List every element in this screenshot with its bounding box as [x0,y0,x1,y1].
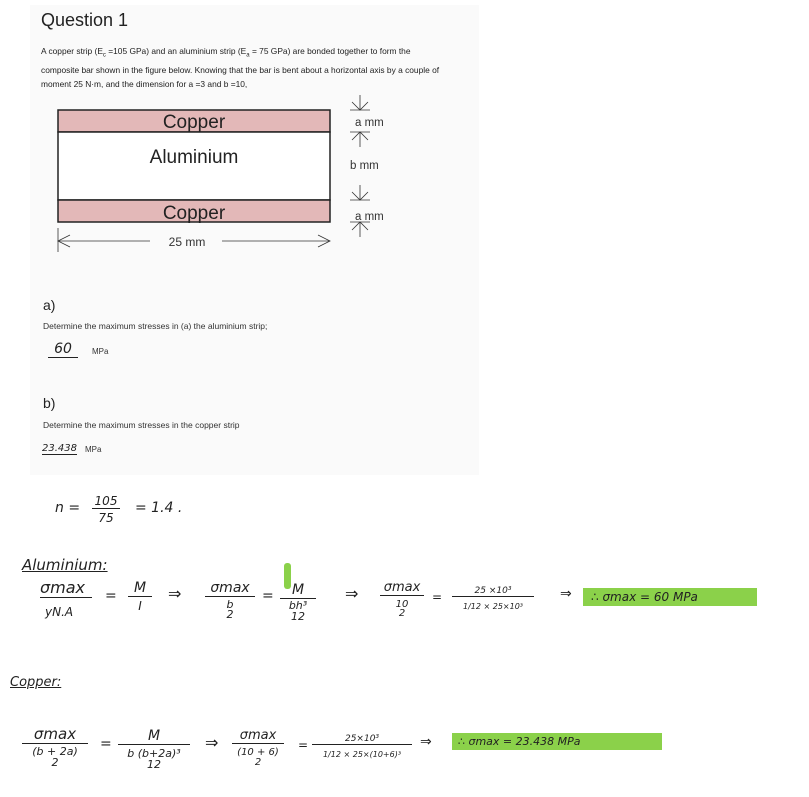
al-ten-over-two: 10 2 [395,599,409,619]
cu-arrow-2: ⇒ [420,734,432,750]
cu-sigma: σmax [22,725,88,744]
al-M: M [128,580,152,597]
dim-top-label: a mm [355,117,384,129]
part-b-answer[interactable]: 23.438 [42,443,77,454]
al-b-over-2: b 2 [226,598,234,621]
al-num: 25 ×10³ [452,586,534,597]
copper-bottom-label: Copper [162,203,226,224]
modular-ratio-num: 105 [92,494,120,509]
dim-bottom-label: a mm [355,211,384,223]
aluminium-heading: Aluminium: [22,556,108,574]
cu-den-2: (10 + 6) 2 [237,747,279,768]
question-title: Question 1 [41,10,129,30]
al-y: yN.A [45,605,74,619]
modular-ratio-den: 75 [98,511,114,525]
part-b-label: b) [43,395,56,411]
cu-num: 25×10³ [312,734,412,745]
cu-den-1: (b + 2a) 2 [32,745,78,769]
cu-arrow-1: ⇒ [205,733,219,752]
part-a-answer[interactable]: 60 [48,341,78,358]
cu-M: M [118,728,190,745]
question-text: A copper strip ($E_c =105$ GPa) and an aluminium strip ($E_a = 75$ GPa) are bonded together to form the composite bar shown in the figure below. Knowing that the bar is bent about a horizontal axis by a couple of moment 25 N·m, and the dimension for a =3 and b =10, [41,46,440,90]
modular-ratio-lhs: n = [55,500,81,516]
al-result: ∴ σmax = 60 MPa [583,588,757,606]
al-bh3-over-12: bh³ 12 [288,599,308,623]
al-arrow-3: ⇒ [560,586,572,602]
dim-middle-label: b mm [350,160,379,172]
al-arrow-1: ⇒ [168,584,182,603]
al-eq-2: = [262,588,274,604]
al-I: I [138,599,142,613]
modular-ratio-result: = 1.4 . [135,500,183,516]
cu-den-3: 1/12 × 25×(10+6)³ [322,750,402,759]
cu-bden: b (b+2a)³ 12 [127,747,181,771]
al-eq-1: = [105,588,117,604]
cu-sigma-2: σmax [232,728,284,744]
cu-result: ∴ σmax = 23.438 MPa [452,733,662,750]
aluminium-label: Aluminium [149,147,239,168]
part-b-prompt: Determine the maximum stresses in the copper strip [43,420,240,430]
copper-heading: Copper: [10,675,62,690]
composite-bar-figure [0,0,809,300]
cu-eq-1: = [100,736,112,752]
al-eq-3: = [432,590,443,604]
al-den: 1/12 × 25×10³ [462,602,524,611]
part-a-unit: MPa [92,347,109,356]
al-sigma-3: σmax [380,580,424,596]
part-b-unit: MPa [85,445,102,454]
part-a-prompt: Determine the maximum stresses in (a) the aluminium strip; [43,321,268,331]
al-sigma: σmax [40,578,92,598]
al-M-2: M [280,582,316,599]
copper-top-label: Copper [162,112,226,133]
al-arrow-2: ⇒ [345,584,359,603]
cu-eq-2: = [298,738,309,752]
width-label: 25 mm [168,235,206,249]
al-sigma-2: σmax [205,580,255,597]
part-a-label: a) [43,297,56,313]
